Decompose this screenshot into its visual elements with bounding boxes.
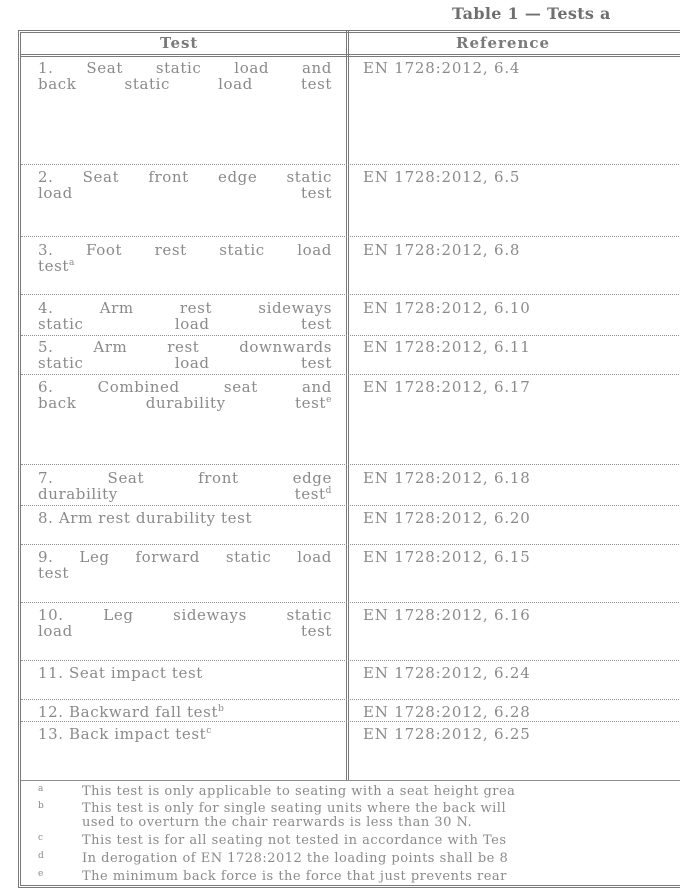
table-row-reference: EN 1728:2012, 6.17 bbox=[363, 378, 531, 396]
header-divider bbox=[21, 54, 680, 57]
table-row-reference: EN 1728:2012, 6.8 bbox=[363, 241, 521, 259]
table-row-test: 1. Seat static load and back static load test bbox=[38, 59, 332, 93]
table-row-test: 12. Backward fall test$^b$ bbox=[38, 703, 225, 721]
footnote-ref: e bbox=[326, 395, 332, 405]
table-title: Table 1 — Tests a bbox=[452, 4, 611, 23]
table-row-reference: EN 1728:2012, 6.20 bbox=[363, 509, 531, 527]
table-row-test: 2. Seat front edge static load test bbox=[38, 168, 332, 202]
row-divider bbox=[21, 374, 680, 375]
row-divider bbox=[21, 294, 680, 295]
table-row-test: 4. Arm rest sideways static load test bbox=[38, 299, 332, 333]
table-row-test: 10. Leg sideways static load test bbox=[38, 606, 332, 640]
table-row-test: 9. Leg forward static load test bbox=[38, 548, 332, 582]
footnote-ref: a bbox=[69, 258, 75, 268]
row-divider bbox=[21, 164, 680, 165]
table-row-reference: EN 1728:2012, 6.10 bbox=[363, 299, 531, 317]
row-divider bbox=[21, 236, 680, 237]
table-row-reference: EN 1728:2012, 6.16 bbox=[363, 606, 531, 624]
table-row-test: 3. Foot rest static load test$^a$ bbox=[38, 241, 332, 275]
row-divider bbox=[21, 505, 680, 506]
footnote-ref: b bbox=[218, 704, 225, 714]
table-row-test: 11. Seat impact test bbox=[38, 664, 203, 682]
table-row-test: 7. Seat front edge durability test$^d$ bbox=[38, 469, 332, 503]
column-header-test: Test bbox=[160, 34, 199, 52]
column-header-reference: Reference bbox=[456, 34, 551, 52]
table-row-test: 5. Arm rest downwards static load test bbox=[38, 338, 332, 372]
row-divider bbox=[21, 660, 680, 661]
row-divider bbox=[21, 699, 680, 700]
table-row-test: 6. Combined seat and back durability test$^e$ bbox=[38, 378, 332, 412]
table-row-reference: EN 1728:2012, 6.4 bbox=[363, 59, 521, 77]
row-divider bbox=[21, 464, 680, 465]
table-frame bbox=[18, 30, 680, 888]
table-row-test: 13. Back impact test$^c$ bbox=[38, 725, 212, 743]
row-divider bbox=[21, 602, 680, 603]
table-row-reference: EN 1728:2012, 6.28 bbox=[363, 703, 531, 721]
table-row-reference: EN 1728:2012, 6.25 bbox=[363, 725, 531, 743]
row-divider bbox=[21, 335, 680, 336]
table-row-reference: EN 1728:2012, 6.5 bbox=[363, 168, 521, 186]
table-row-reference: EN 1728:2012, 6.11 bbox=[363, 338, 531, 356]
row-divider bbox=[21, 544, 680, 545]
table-row-reference: EN 1728:2012, 6.24 bbox=[363, 664, 531, 682]
table-row-reference: EN 1728:2012, 6.18 bbox=[363, 469, 531, 487]
footnote-ref: d bbox=[325, 486, 332, 496]
table-row-test: 8. Arm rest durability test bbox=[38, 509, 253, 527]
footnote-divider bbox=[21, 780, 680, 781]
footnote-ref: c bbox=[206, 726, 212, 736]
column-divider bbox=[346, 30, 349, 780]
table-row-reference: EN 1728:2012, 6.15 bbox=[363, 548, 531, 566]
row-divider bbox=[21, 721, 680, 722]
